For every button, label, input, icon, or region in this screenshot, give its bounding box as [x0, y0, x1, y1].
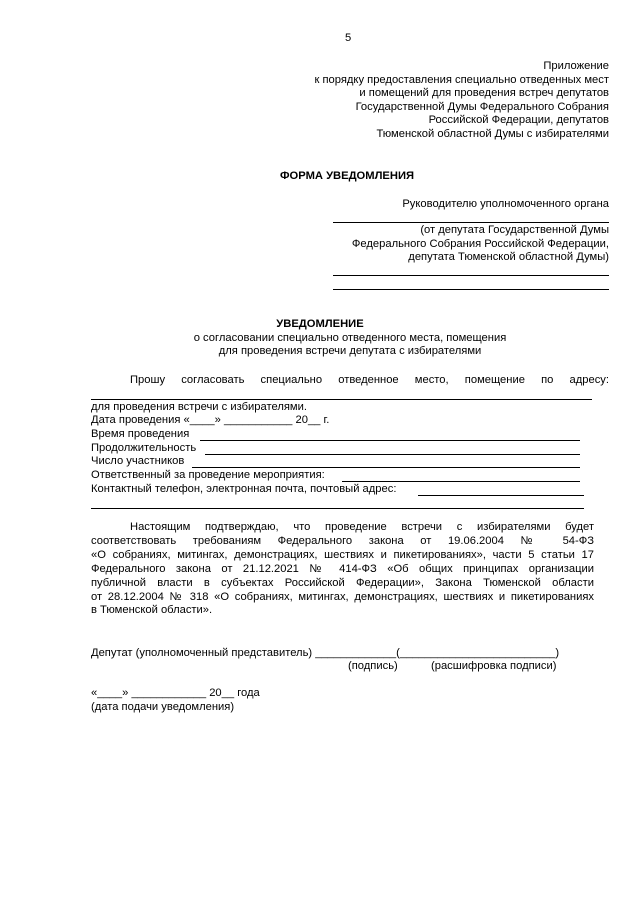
decode-caption: (расшифровка подписи): [431, 660, 557, 672]
field-contacts-blank-2: [91, 508, 584, 509]
addressee-from-line: (от депутата Государственной Думы: [420, 224, 609, 236]
appendix-line: Приложение: [543, 60, 609, 72]
appendix-line: Государственной Думы Федерального Собрания: [355, 100, 609, 113]
field-responsible-blank: [342, 481, 580, 482]
confirmation-line: «О собраниях, митингах, демонстрациях, шествиях и пикетированиях», части 5 статьи 17: [91, 548, 594, 561]
addressee-to: Руководителю уполномоченного органа: [402, 198, 609, 210]
confirmation-paragraph: [91, 521, 594, 618]
notice-subtitle: для проведения встречи депутата с избирателями: [218, 345, 482, 357]
page-number: 5: [345, 32, 352, 44]
notice-subtitle: о согласовании специально отведенного места, помещения: [193, 332, 507, 344]
confirmation-line: Федерального закона от 21.12.2021 № 414-ФЗ «Об общих принципах организации: [91, 562, 594, 575]
appendix-line: Российской Федерации, депутатов: [428, 114, 609, 127]
appendix-line: Тюменской областной Думы с избирателями: [376, 127, 609, 140]
field-duration-label: Продолжительность: [91, 442, 197, 454]
confirmation-line: соответствовать требованиям Федерального закона от 19.06.2004 № 54-ФЗ: [91, 534, 594, 547]
appendix-line: и помещений для проведения встреч депутатов: [359, 87, 609, 100]
field-contacts-label: Контактный телефон, электронная почта, почтовый адрес:: [91, 483, 397, 495]
address-blank-line: [91, 399, 592, 400]
field-responsible-label: Ответственный за проведение мероприятия:: [91, 469, 325, 481]
request-date: Дата проведения «____» ___________ 20__ г.: [91, 414, 330, 426]
submission-date-caption: (дата подачи уведомления): [91, 701, 235, 713]
confirmation-line: публичной власти в субъектах Российской Федерации», Закона Тюменской области: [91, 576, 594, 589]
addressee-from-line: Федерального Собрания Российской Федерации,: [351, 237, 609, 250]
field-time-label: Время проведения: [91, 428, 190, 440]
addressee-from-block: [352, 224, 609, 265]
addressee-blank-line: [333, 222, 609, 223]
addressee-blank-line: [333, 289, 609, 290]
request-purpose: для проведения встречи с избирателями.: [91, 401, 307, 413]
addressee-from-line: депутата Тюменской областной Думы): [408, 251, 609, 264]
signature-caption: (подпись): [348, 660, 398, 672]
notice-title: УВЕДОМЛЕНИЕ: [276, 318, 364, 330]
form-title: ФОРМА УВЕДОМЛЕНИЯ: [280, 170, 415, 182]
request-first-line: Прошу согласовать специально отведенное место, помещение по адресу:: [130, 374, 609, 386]
signature-line: Депутат (уполномоченный представитель) _____________(_________________________): [91, 647, 560, 659]
confirmation-line: от 28.12.2004 № 318 «О собраниях, митингах, демонстрациях, шествиях и пикетированиях: [91, 590, 594, 603]
field-duration-blank: [205, 454, 580, 455]
field-time-blank: [200, 440, 580, 441]
submission-date-line: «____» ____________ 20__ года: [91, 687, 260, 699]
addressee-blank-line: [333, 275, 609, 276]
field-participants-blank: [192, 467, 580, 468]
appendix-block: [314, 60, 609, 142]
field-contacts-blank: [418, 495, 584, 496]
field-participants-label: Число участников: [91, 455, 185, 467]
appendix-line: к порядку предоставления специально отведенных мест: [314, 73, 609, 86]
confirmation-line: в Тюменской области».: [91, 604, 213, 617]
confirmation-line: Настоящим подтверждаю, что проведение встречи с избирателями будет: [130, 521, 594, 533]
